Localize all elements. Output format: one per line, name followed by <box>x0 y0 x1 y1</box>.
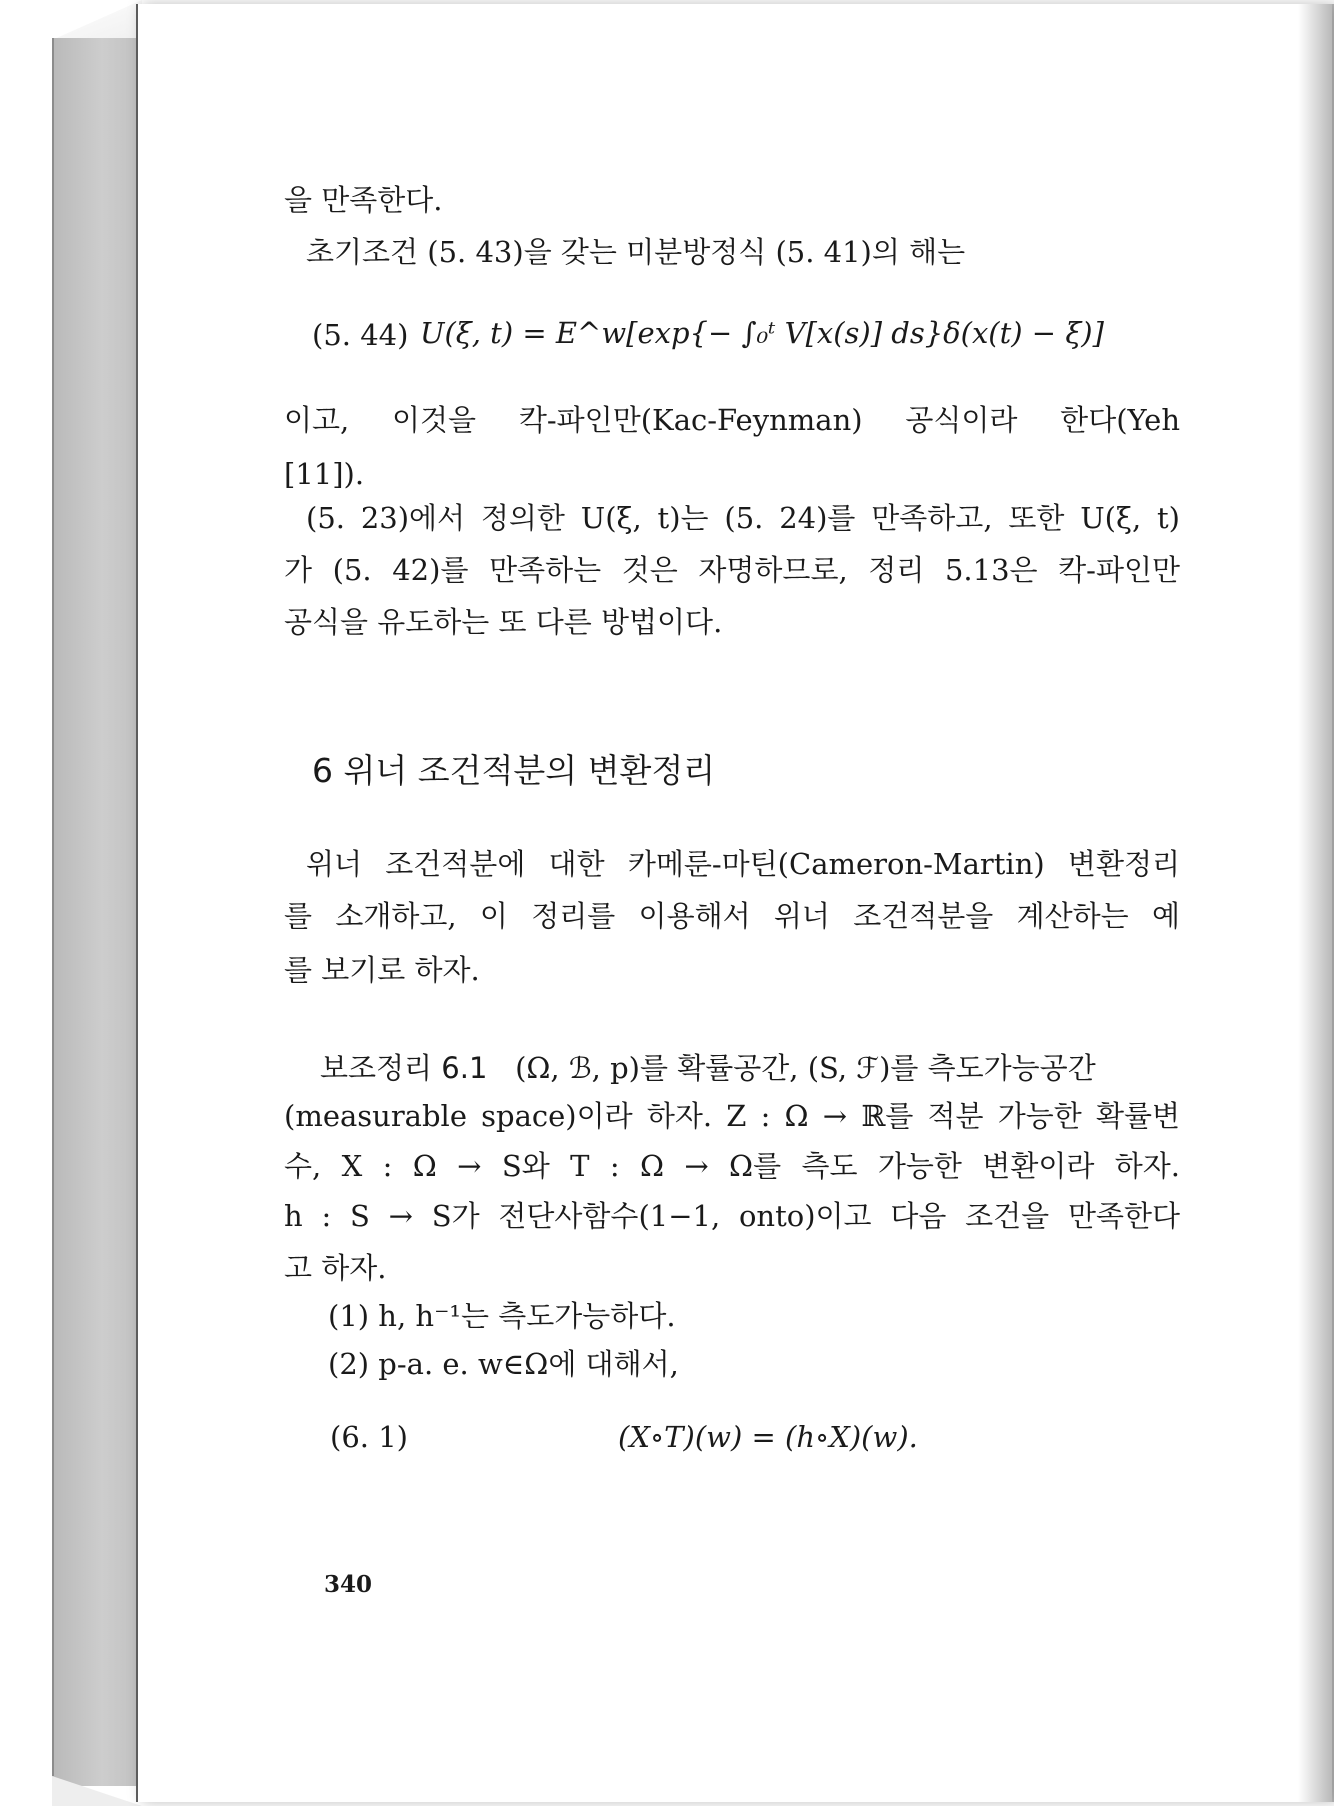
book-spine-edge <box>52 38 54 1776</box>
lemma-label: 보조정리 6.1 <box>320 1051 488 1085</box>
book-spine <box>52 38 136 1786</box>
equation-5-44: U(ξ, t) = E^w[exp{− ∫₀ᵗ V[x(s)] ds}δ(x(t) − ξ)] <box>420 316 1104 350</box>
text-line: (5. 23)에서 정의한 U(ξ, t)는 (5. 24)를 만족하고, 또한 U(ξ, t) <box>306 501 1180 535</box>
text-line: 을 만족한다. <box>284 183 443 217</box>
lemma-text: (Ω, ℬ, p)를 확률공간, (S, ℱ)를 측도가능공간 <box>515 1051 1096 1085</box>
text-line: 고 하자. <box>284 1251 387 1285</box>
lemma-first-line <box>320 1050 1180 1086</box>
text-line: [11]). <box>284 457 365 491</box>
text-line: (measurable space)이라 하자. Z : Ω → ℝ를 적분 가능한 확률변 <box>284 1099 1180 1133</box>
text-line: h : S → S가 전단사함수(1−1, onto)이고 다음 조건을 만족한다 <box>284 1199 1180 1233</box>
equation-number: (5. 44) <box>312 318 409 352</box>
equation-6-1: (X∘T)(w) = (h∘X)(w). <box>618 1420 918 1454</box>
condition-2: (2) p-a. e. w∈Ω에 대해서, <box>328 1347 679 1381</box>
condition-1: (1) h, h⁻¹는 측도가능하다. <box>328 1299 676 1333</box>
text-line: 이고, 이것을 칵-파인만(Kac-Feynman) 공식이라 한다(Yeh <box>284 403 1180 437</box>
text-line: 초기조건 (5. 43)을 갖는 미분방정식 (5. 41)의 해는 <box>306 235 966 269</box>
text-line: 를 소개하고, 이 정리를 이용해서 위너 조건적분을 계산하는 예 <box>284 899 1180 933</box>
section-heading: 6 위너 조건적분의 변환정리 <box>312 751 716 790</box>
text-line: 위너 조건적분에 대한 카메룬-마틴(Cameron-Martin) 변환정리 <box>306 847 1180 881</box>
text-line: 공식을 유도하는 또 다른 방법이다. <box>284 605 723 639</box>
text-line: 수, X : Ω → S와 T : Ω → Ω를 측도 가능한 변환이라 하자. <box>284 1149 1180 1183</box>
text-line: 를 보기로 하자. <box>284 953 480 987</box>
text-line: 가 (5. 42)를 만족하는 것은 자명하므로, 정리 5.13은 칵-파인만 <box>284 553 1180 587</box>
equation-number: (6. 1) <box>330 1420 408 1454</box>
page-edge-shadow <box>1298 4 1334 1802</box>
book-spine-top <box>52 0 142 40</box>
page-number: 340 <box>324 1571 373 1598</box>
